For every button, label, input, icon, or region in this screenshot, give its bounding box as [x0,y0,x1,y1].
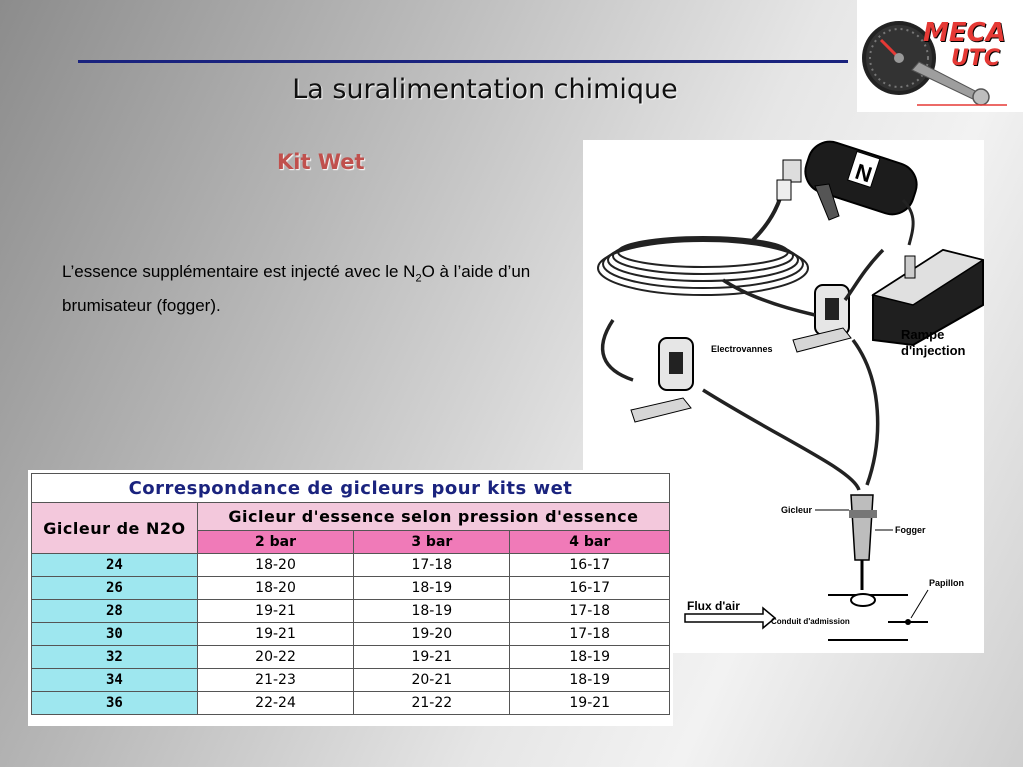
conduit-label: Conduit d'admission [771,617,850,626]
table-cell: 19-21 [197,623,353,646]
flux-label: Flux d'air [687,599,740,613]
injection-label: d'injection [901,343,966,358]
table-cell: 19-21 [510,692,670,715]
table-row [32,577,670,600]
table-cell: 18-19 [510,669,670,692]
table-cell: 17-18 [354,554,510,577]
row-n2o-jet: 36 [32,692,198,715]
table-title: Correspondance de gicleurs pour kits wet [32,474,670,503]
rampe-label: Rampe [901,327,945,342]
meca-utc-logo [857,0,1023,112]
body-text-part2: O à l’aide d’un brumisateur (fogger). [62,262,531,316]
solenoid-valve-1 [793,285,851,352]
table-cell: 16-17 [510,554,670,577]
logo-line1: MECA [923,18,1006,48]
table-cell: 21-22 [354,692,510,715]
table-row [32,692,670,715]
row-n2o-jet: 28 [32,600,198,623]
header-pressure-3: 3 bar [354,531,510,554]
title-rule [78,60,848,63]
table-cell: 16-17 [510,577,670,600]
table-cell: 18-19 [510,646,670,669]
table-row [32,554,670,577]
logo-line2: UTC [951,46,1001,71]
table-cell: 22-24 [197,692,353,715]
table-row [32,600,670,623]
nitrous-bottle [777,140,922,220]
papillon-label: Papillon [929,578,965,588]
table-cell: 19-20 [354,623,510,646]
jet-table-container [28,470,673,726]
table-cell: 17-18 [510,600,670,623]
solenoid-valve-2 [631,338,693,422]
subtitle: Kit Wet [277,150,365,174]
jet-correspondence-table [31,473,670,715]
row-n2o-jet: 26 [32,577,198,600]
fogger-nozzle [849,495,877,590]
row-n2o-jet: 32 [32,646,198,669]
table-cell: 21-23 [197,669,353,692]
gicleur-label: Gicleur [781,505,813,515]
body-text [62,258,562,319]
header-pressure-4: 4 bar [510,531,670,554]
table-cell: 19-21 [197,600,353,623]
table-row [32,623,670,646]
table-cell: 18-20 [197,577,353,600]
table-cell: 20-21 [354,669,510,692]
table-cell: 18-19 [354,577,510,600]
body-text-part1: L’essence supplémentaire est injecté avec le N [62,262,416,281]
fogger-label: Fogger [895,525,926,535]
header-pressure-2: 2 bar [197,531,353,554]
row-n2o-jet: 30 [32,623,198,646]
row-n2o-jet: 24 [32,554,198,577]
coiled-hose [598,237,808,295]
body-text-subscript: 2 [415,272,422,285]
row-n2o-jet: 34 [32,669,198,692]
table-cell: 19-21 [354,646,510,669]
header-n2o-jet: Gicleur de N2O [32,503,198,554]
table-cell: 18-20 [197,554,353,577]
table-row [32,669,670,692]
slide-title: La suralimentation chimique [292,74,678,105]
table-cell: 20-22 [197,646,353,669]
electrovannes-label: Electrovannes [711,344,773,354]
header-fuel-jet: Gicleur d'essence selon pression d'essence [197,503,669,531]
table-row [32,646,670,669]
table-cell: 18-19 [354,600,510,623]
table-cell: 17-18 [510,623,670,646]
bottle-mark: N [852,158,876,188]
